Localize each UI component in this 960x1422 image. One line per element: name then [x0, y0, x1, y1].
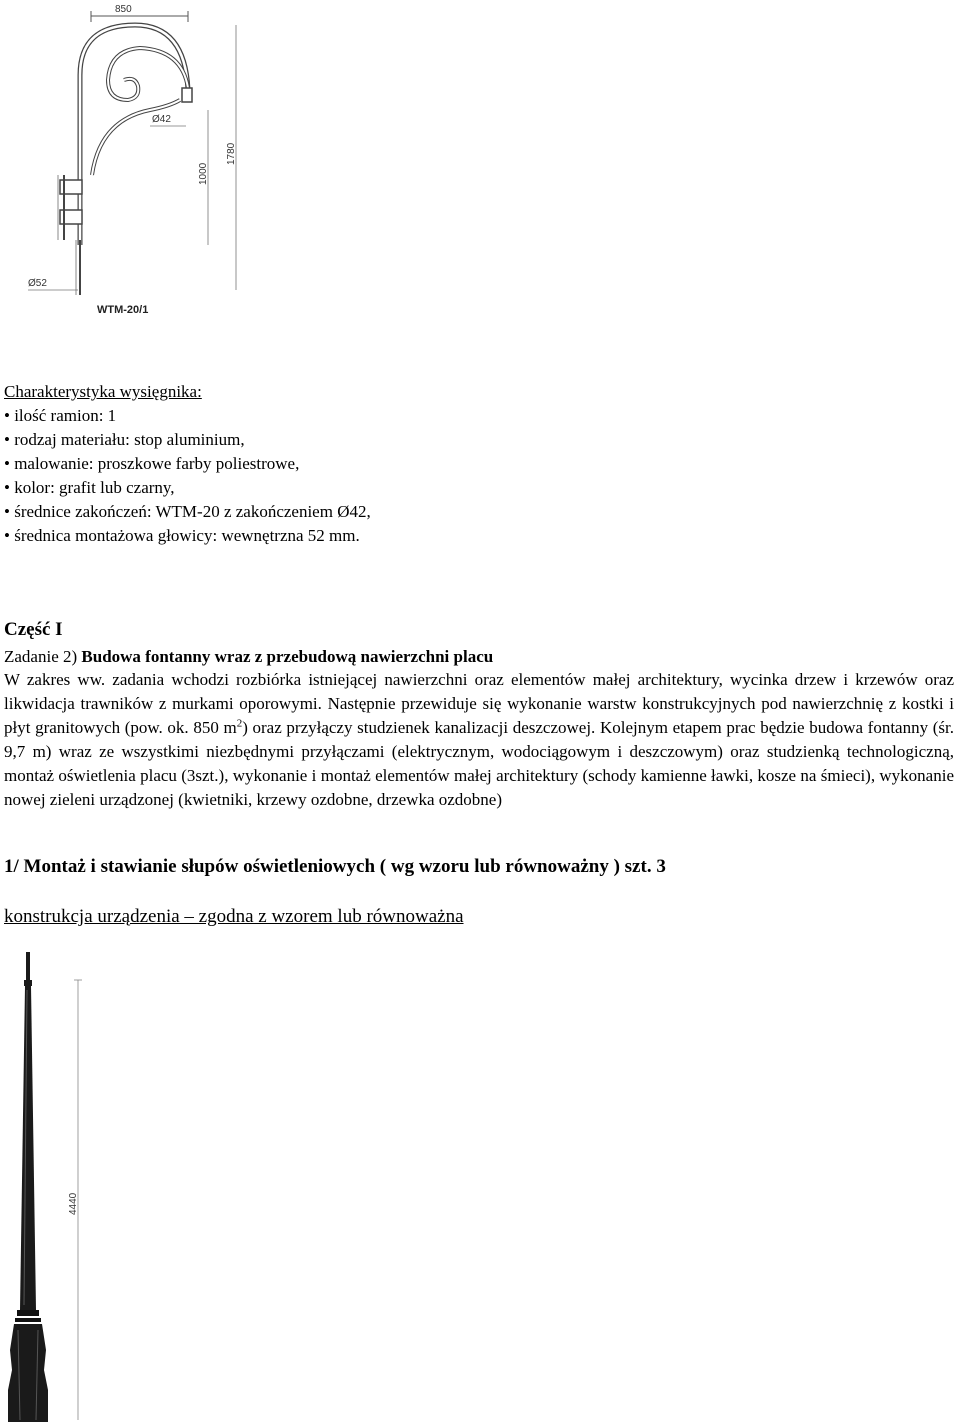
specs-list — [4, 404, 954, 548]
dim-d42-label: Ø42 — [152, 114, 171, 125]
pole-drawing — [0, 950, 110, 1422]
dim-1000-label: 1000 — [198, 162, 209, 185]
construction-note: konstrukcja urządzenia – zgodna z wzorem lub równoważna — [4, 906, 464, 927]
spec-item: • rodzaj materiału: stop aluminium, — [4, 428, 954, 452]
spec-item: • ilość ramion: 1 — [4, 404, 954, 428]
spec-item: • malowanie: proszkowe farby poliestrowe, — [4, 452, 954, 476]
task-line — [4, 645, 493, 669]
specs-section — [4, 380, 954, 548]
task-prefix: Zadanie 2) — [4, 647, 82, 666]
para-superscript: 2 — [236, 717, 243, 730]
para-text-2: ) oraz przyłączy studzienek kanalizacji deszczowej. Kolejnym etapem prac będzie budowa fontanny (śr. 9,7 m) wraz ze wszystkimi niezbędnymi przyłączami (elektrycznym, wodociągowym i deszczowym) oraz studzienką technologiczną, montaż oświetlenia placu (3szt.), wykonanie i montaż elementów małej architektury (schody kamienne ławki, kosze na śmieci), wykonanie nowej zieleni urządzonej (kwietniki, krzewy ozdobne, drzewka ozdobne) — [4, 718, 955, 809]
section-heading: 1/ Montaż i stawianie słupów oświetleniowych ( wg wzoru lub równoważny ) szt. 3 — [4, 856, 666, 877]
part-title: Część I — [4, 619, 63, 640]
scope-paragraph — [4, 668, 954, 812]
spec-item: • średnice zakończeń: WTM-20 z zakończeniem Ø42, — [4, 500, 954, 524]
para-text-1: W zakres ww. zadania wchodzi rozbiórka istniejącej nawierzchni oraz elementów małej architektury, wycinka drzew i krzewów oraz likwidacja trawników z murkami oporowymi. Następnie przewiduje się wykonanie warstw konstrukcyjnych pod nawierzchnię z kostki i płyt granitowych (pow. ok. 850 m — [4, 670, 954, 737]
spec-item: • średnica montażowa głowicy: wewnętrzna 52 mm. — [4, 524, 954, 548]
dim-height-label: 4440 — [68, 1192, 79, 1215]
dim-1780-label: 1780 — [226, 142, 237, 165]
task-title: Budowa fontanny wraz z przebudową nawierzchni placu — [81, 647, 494, 666]
arm-technical-drawing — [0, 0, 260, 330]
spec-item: • kolor: grafit lub czarny, — [4, 476, 954, 500]
dim-d52-label: Ø52 — [28, 278, 47, 289]
specs-title: Charakterystyka wysięgnika: — [4, 382, 202, 401]
dim-width-label: 850 — [115, 4, 132, 15]
model-label: WTM-20/1 — [97, 304, 149, 316]
